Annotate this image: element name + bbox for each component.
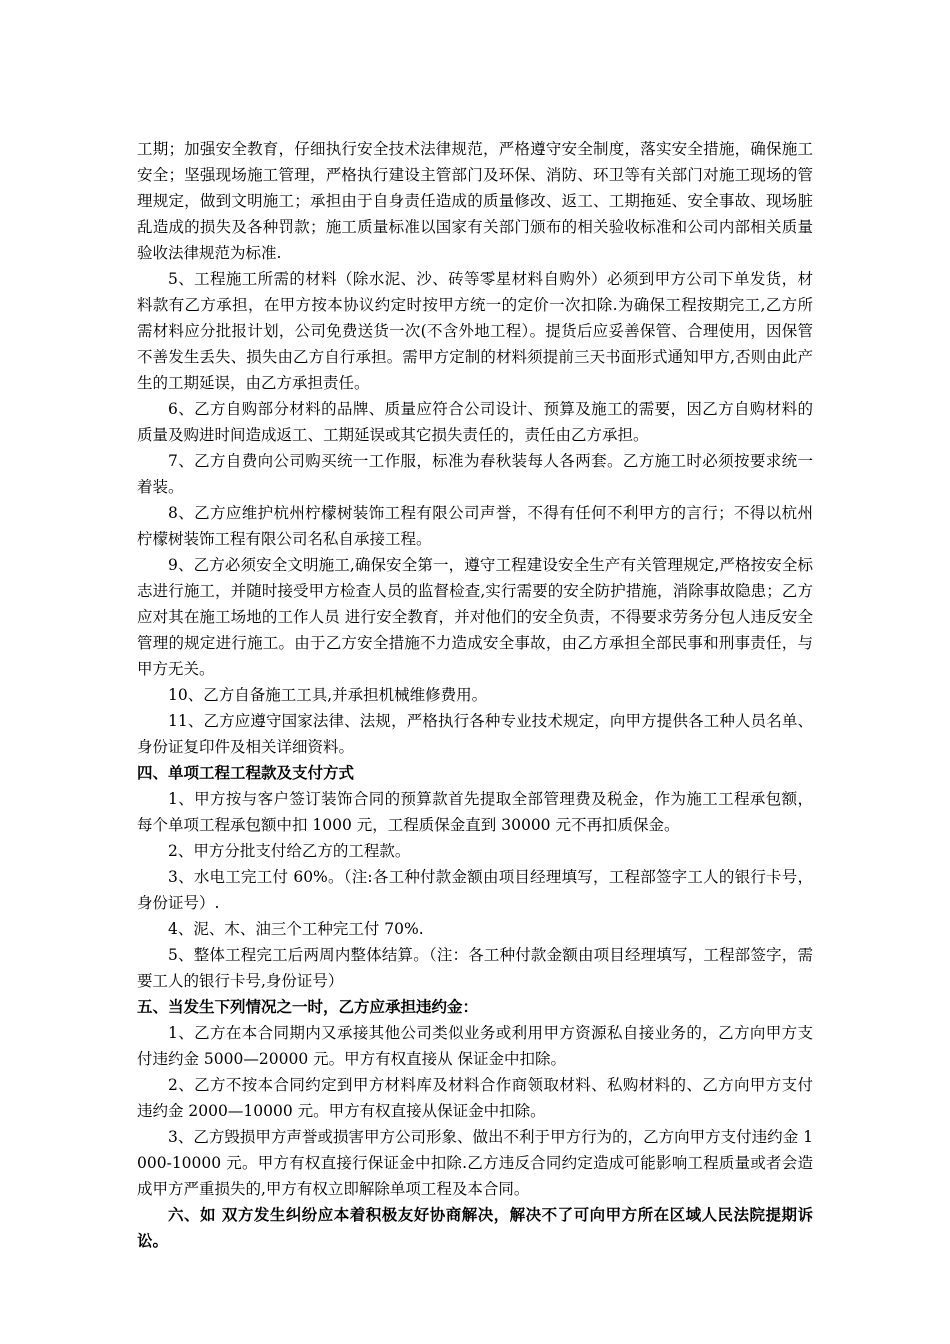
paragraph-clause-6: 6、乙方自购部分材料的品牌、质量应符合公司设计、预算及施工的需要，因乙方自购材料的质量及购进时间造成返工、工期延误或其它损失责任的，责任由乙方承担。 [137,400,813,444]
paragraph-payment-5: 5、整体工程完工后两周内整体结算。（注：各工种付款金额由项目经理填写，工程部签字，需要工人的银行卡号,身份证号） [137,946,813,990]
paragraph-payment-3: 3、水电工完工付 60%。（注:各工种付款金额由项目经理填写，工程部签字工人的银行卡号，身份证号）. [137,868,813,912]
section-heading-6: 六、如 双方发生纠纷应本着积极友好协商解决，解决不了可向甲方所在区域人民法院提期诉讼。 [137,1205,813,1250]
paragraph-clause-10: 10、乙方自备施工工具,并承担机械维修费用。 [168,686,488,704]
paragraph-payment-1: 1、甲方按与客户签订装饰合同的预算款首先提取全部管理费及税金，作为施工工程承包额，每个单项工程承包额中扣 1000 元，工程质保金直到 30000 元不再扣质保金。 [137,790,813,834]
section-heading-5: 五、当发生下列情况之一时，乙方应承担违约金： [137,998,479,1016]
paragraph-clause-5: 5、工程施工所需的材料（除水泥、沙、砖等零星材料自购外）必须到甲方公司下单发货，材料款有乙方承担，在甲方按本协议约定时按甲方统一的定价一次扣除.为确保工程按期完工,乙方所需材料应分批报计划，公司免费送货一次(不含外地工程）。提货后应妥善保管、合理使用，因保管不善发生丢失、损失由乙方自行承担。需甲方定制的材料须提前三天书面形式通知甲方,否则由此产生的工期延误，由乙方承担责任。 [137,270,813,392]
document-page [137,136,813,1254]
paragraph-clause-11: 11、乙方应遵守国家法律、法规，严格执行各种专业技术规定，向甲方提供各工种人员名单、身份证复印件及相关详细资料。 [137,712,813,756]
paragraph-penalty-3: 3、乙方毁损甲方声誉或损害甲方公司形象、做出不利于甲方行为的，乙方向甲方支付违约金 1000-10000 元。甲方有权直接行保证金中扣除.乙方违反合同约定造成可能影响工程质量或者会造成甲方严重损失的,甲方有权立即解除单项工程及本合同。 [137,1128,813,1198]
paragraph-penalty-1: 1、乙方在本合同期内又承接其他公司类似业务或利用甲方资源私自接业务的，乙方向甲方支付违约金 5000—20000 元。甲方有权直接从 保证金中扣除。 [137,1024,813,1068]
section-heading-4: 四、单项工程工程款及支付方式 [137,764,355,782]
paragraph-clause-7: 7、乙方自费向公司购买统一工作服，标准为春秋装每人各两套。乙方施工时必须按要求统一着装。 [137,452,813,496]
paragraph-clause-9: 9、乙方必须安全文明施工,确保安全第一，遵守工程建设安全生产有关管理规定,严格按安全标志进行施工，并随时接受甲方检查人员的监督检查,实行需要的安全防护措施，消除事故隐患；乙方应对其在施工场地的工作人员 进行安全教育，并对他们的安全负责，不得要求劳务分包人违反安全管理的规定进行施工。由于乙方安全措施不力造成安全事故，由乙方承担全部民事和刑事责任，与甲方无关。 [137,556,813,678]
paragraph-payment-4: 4、泥、木、油三个工种完工付 70%. [168,920,424,938]
paragraph-payment-2: 2、甲方分批支付给乙方的工程款。 [168,842,411,860]
paragraph-penalty-2: 2、乙方不按本合同约定到甲方材料库及材料合作商领取材料、私购材料的、乙方向甲方支付违约金 2000—10000 元。甲方有权直接从保证金中扣除。 [137,1076,813,1120]
paragraph-clause-8: 8、乙方应维护杭州柠檬树装饰工程有限公司声誉，不得有任何不利甲方的言行；不得以杭州柠檬树装饰工程有限公司名私自承接工程。 [137,504,813,548]
paragraph-continuation: 工期；加强安全教育，仔细执行安全技术法律规范，严格遵守安全制度，落实安全措施，确保施工安全；坚强现场施工管理，严格执行建设主管部门及环保、消防、环卫等有关部门对施工现场的管理规定，做到文明施工；承担由于自身责任造成的质量修改、返工、工期拖延、安全事故、现场脏乱造成的损失及各种罚款；施工质量标准以国家有关部门颁布的相关验收标准和公司内部相关质量验收法律规范为标准. [137,140,813,262]
